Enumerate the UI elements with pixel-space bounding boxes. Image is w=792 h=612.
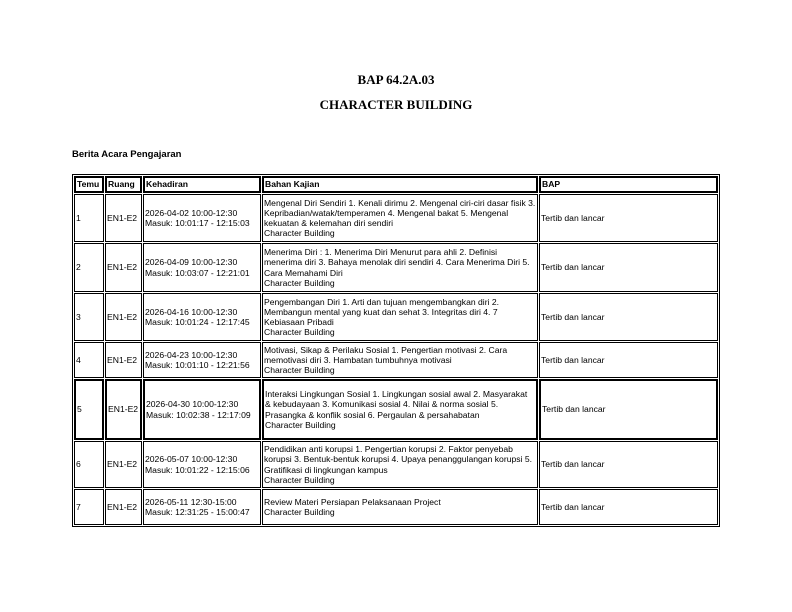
- bahan-text: Mengenal Diri Sendiri 1. Kenali dirimu 2. Mengenal ciri-ciri dasar fisik 3. Kepribadian/watak/temperamen 4. Mengenal bakat 5. Mengenal kekuatan & kelemahan diri sendiri: [264, 197, 536, 228]
- document-code: BAP 64.2A.03: [357, 72, 435, 87]
- cell-temu: 1: [74, 194, 104, 242]
- cell-temu: 6: [74, 441, 104, 488]
- document-title: CHARACTER BUILDING: [319, 97, 473, 112]
- cell-bahan-kajian: [262, 243, 538, 292]
- bahan-text: Interaksi Lingkungan Sosial 1. Lingkungan sosial awal 2. Masyarakat & kebudayaan 3. Komunikasi sosial 4. Nilai & norma sosial 5. Prasangka & konflik sosial 6. Pergaulan & persahabatan: [265, 389, 528, 420]
- cell-temu: 3: [74, 293, 104, 341]
- cell-bap: Tertib dan lancar: [539, 194, 718, 242]
- cell-ruang: EN1-E2: [105, 489, 142, 525]
- cell-bap: Tertib dan lancar: [539, 342, 718, 378]
- bahan-text: Pendidikan anti korupsi 1. Pengertian korupsi 2. Faktor penyebab korupsi 3. Bentuk-bentuk korupsi 4. Upaya penanggulangan korupsi 5. Gratifikasi di lingkungan kampus: [264, 444, 533, 475]
- cell-bap: Tertib dan lancar: [539, 379, 718, 440]
- cell-bap: Tertib dan lancar: [539, 293, 718, 341]
- course-name: Character Building: [264, 327, 335, 338]
- cell-ruang: EN1-E2: [105, 342, 142, 378]
- cell-bahan-kajian: [262, 489, 538, 525]
- cell-bahan-kajian: [262, 342, 538, 378]
- header-temu: Temu: [74, 176, 104, 193]
- table-row: [74, 441, 718, 488]
- cell-kehadiran: 2026-04-16 10:00-12:30 Masuk: 10:01:24 - 12:17:45: [143, 293, 261, 341]
- course-name: Character Building: [264, 365, 335, 376]
- cell-ruang: EN1-E2: [105, 243, 142, 292]
- cell-temu: 2: [74, 243, 104, 292]
- cell-kehadiran: 2026-05-11 12:30-15:00 Masuk: 12:31:25 - 15:00:47: [143, 489, 261, 525]
- cell-kehadiran: 2026-04-30 10:00-12:30 Masuk: 10:02:38 - 12:17:09: [143, 379, 261, 440]
- document-subtitle: Berita Acara Pengajaran: [72, 149, 182, 160]
- cell-temu: 4: [74, 342, 104, 378]
- table-row: [74, 342, 718, 378]
- cell-kehadiran: 2026-04-09 10:00-12:30 Masuk: 10:03:07 - 12:21:01: [143, 243, 261, 292]
- cell-kehadiran: 2026-04-23 10:00-12:30 Masuk: 10:01:10 - 12:21:56: [143, 342, 261, 378]
- cell-temu: 7: [74, 489, 104, 525]
- header-kehadiran: Kehadiran: [143, 176, 261, 193]
- cell-ruang: EN1-E2: [105, 441, 142, 488]
- header-bahan-kajian: Bahan Kajian: [262, 176, 538, 193]
- course-name: Character Building: [264, 507, 335, 517]
- cell-bahan-kajian: [262, 441, 538, 488]
- course-name: Character Building: [265, 419, 336, 430]
- course-name: Character Building: [264, 277, 335, 288]
- table-row: [74, 379, 718, 440]
- cell-ruang: EN1-E2: [105, 194, 142, 242]
- table-row: [74, 243, 718, 292]
- cell-bap: Tertib dan lancar: [539, 243, 718, 292]
- cell-ruang: EN1-E2: [105, 293, 142, 341]
- table-row: [74, 489, 718, 525]
- cell-temu: 5: [74, 379, 104, 440]
- header-bap: BAP: [539, 176, 718, 193]
- cell-bahan-kajian: [262, 379, 538, 440]
- course-name: Character Building: [264, 474, 335, 485]
- cell-bap: Tertib dan lancar: [539, 441, 718, 488]
- cell-kehadiran: 2026-04-02 10:00-12:30 Masuk: 10:01:17 - 12:15:03: [143, 194, 261, 242]
- table-row: [74, 194, 718, 242]
- table-row: [74, 293, 718, 341]
- cell-ruang: EN1-E2: [105, 379, 142, 440]
- table-header-row: [74, 176, 718, 193]
- bahan-text: Motivasi, Sikap & Perilaku Sosial 1. Pengertian motivasi 2. Cara memotivasi diri 3. Hambatan tumbuhnya motivasi: [264, 344, 508, 365]
- cell-bahan-kajian: [262, 194, 538, 242]
- course-name: Character Building: [264, 228, 335, 239]
- cell-kehadiran: 2026-05-07 10:00-12:30 Masuk: 10:01:22 - 12:15:06: [143, 441, 261, 488]
- bahan-text: Pengembangan Diri 1. Arti dan tujuan mengembangkan diri 2. Membangun mental yang kuat dan sehat 3. Integritas diri 4. 7 Kebiasaan Pribadi: [264, 296, 500, 327]
- header-ruang: Ruang: [105, 176, 142, 193]
- cell-bahan-kajian: [262, 293, 538, 341]
- teaching-record-table: [72, 174, 720, 527]
- bahan-text: Review Materi Persiapan Pelaksanaan Project: [264, 496, 441, 507]
- bahan-text: Menerima Diri : 1. Menerima Diri Menurut para ahli 2. Definisi menerima diri 3. Bahaya menolak diri sendiri 4. Cara Menerima Diri 5. Cara Memahami Diri: [264, 247, 530, 278]
- cell-bap: Tertib dan lancar: [539, 489, 718, 525]
